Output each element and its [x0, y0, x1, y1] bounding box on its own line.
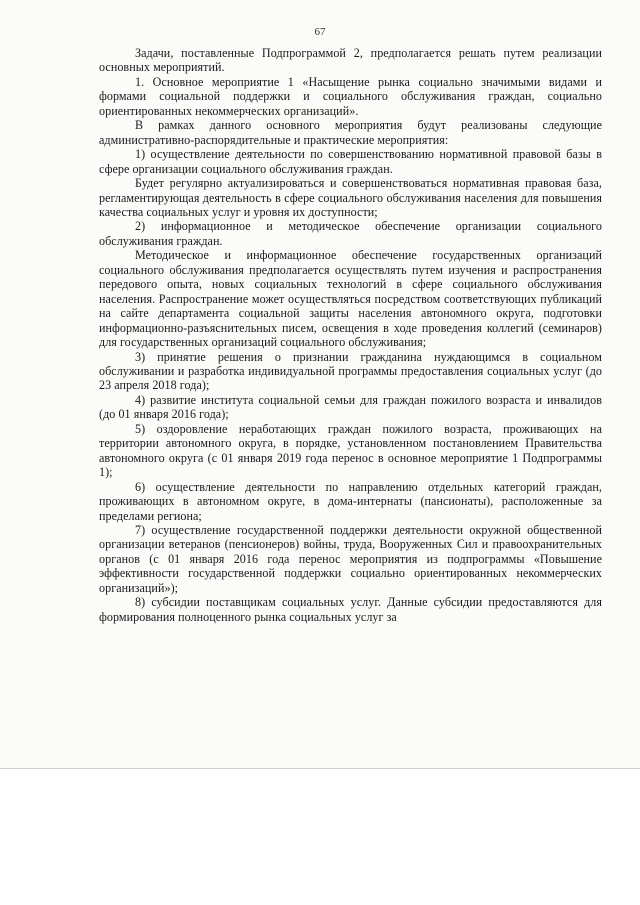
paragraph-item-2: 2) информационное и методическое обеспечение организации социального обслуживания граждан. [99, 219, 602, 248]
paragraph-framework: В рамках данного основного мероприятия будут реализованы следующие административно-распорядительные и практические мероприятия: [99, 118, 602, 147]
paragraph-item-1-detail: Будет регулярно актуализироваться и совершенствоваться нормативная правовая база, регламентирующая деятельность в сфере социального обслуживания населения для повышения качества социальных услуг и уровня их доступности; [99, 176, 602, 219]
paragraph-item-2-detail: Методическое и информационное обеспечение государственных организаций социального обслуживания предполагается осуществлять путем изучения и распространения передового опыта, новых социальных технологий в сфере социального обслуживания населения. Распространение может осуществляться посредством соответствующих публикаций на сайте департамента социальной защиты населения автономного округа, подготовки информационно-разъяснительных писем, освещения в ходе проведения коллегий (семинаров) для государственных организаций социального обслуживания; [99, 248, 602, 350]
paragraph-intro: Задачи, поставленные Подпрограммой 2, предполагается решать путем реализации основных мероприятий. [99, 46, 602, 75]
document-body [99, 46, 602, 624]
paragraph-item-7: 7) осуществление государственной поддержки деятельности окружной общественной организации ветеранов (пенсионеров) войны, труда, Вооруженных Сил и правоохранительных органов (с 01 января 2016 года перенос мероприятия из подпрограммы «Повышение эффективности государственной поддержки социально ориентированных некоммерческих организаций»); [99, 522, 602, 595]
paragraph-item-1: 1) осуществление деятельности по совершенствованию нормативной правовой базы в сфере организации социального обслуживания граждан. [99, 147, 602, 176]
paragraph-main-activity-1: 1. Основное мероприятие 1 «Насыщение рынка социально значимыми видами и формами социальной поддержки и социального обслуживания граждан, социально ориентированных некоммерческих организаций». [99, 74, 602, 118]
paragraph-item-4: 4) развитие института социальной семьи для граждан пожилого возраста и инвалидов (до 01 января 2016 года); [99, 392, 602, 422]
page-number: 67 [314, 26, 326, 38]
paragraph-item-5: 5) оздоровление неработающих граждан пожилого возраста, проживающих на территории автономного округа, в порядке, установленном постановлением Правительства автономного округа (с 01 января 2019 года перенос в основное мероприятие 1 Подпрограммы 1); [99, 421, 602, 480]
paragraph-item-3: 3) принятие решения о признании гражданина нуждающимся в социальном обслуживании и разработка индивидуальной программы предоставления социальных услуг (до 23 апреля 2018 года); [99, 349, 602, 393]
blank-area-below-page [0, 769, 640, 905]
paragraph-item-6: 6) осуществление деятельности по направлению отдельных категорий граждан, проживающих в автономном округе, в дома-интернаты (пансионаты), расположенные за пределами региона; [99, 479, 602, 523]
paragraph-item-8: 8) субсидии поставщикам социальных услуг. Данные субсидии предоставляются для формирования полноценного рынка социальных услуг за [99, 595, 602, 624]
